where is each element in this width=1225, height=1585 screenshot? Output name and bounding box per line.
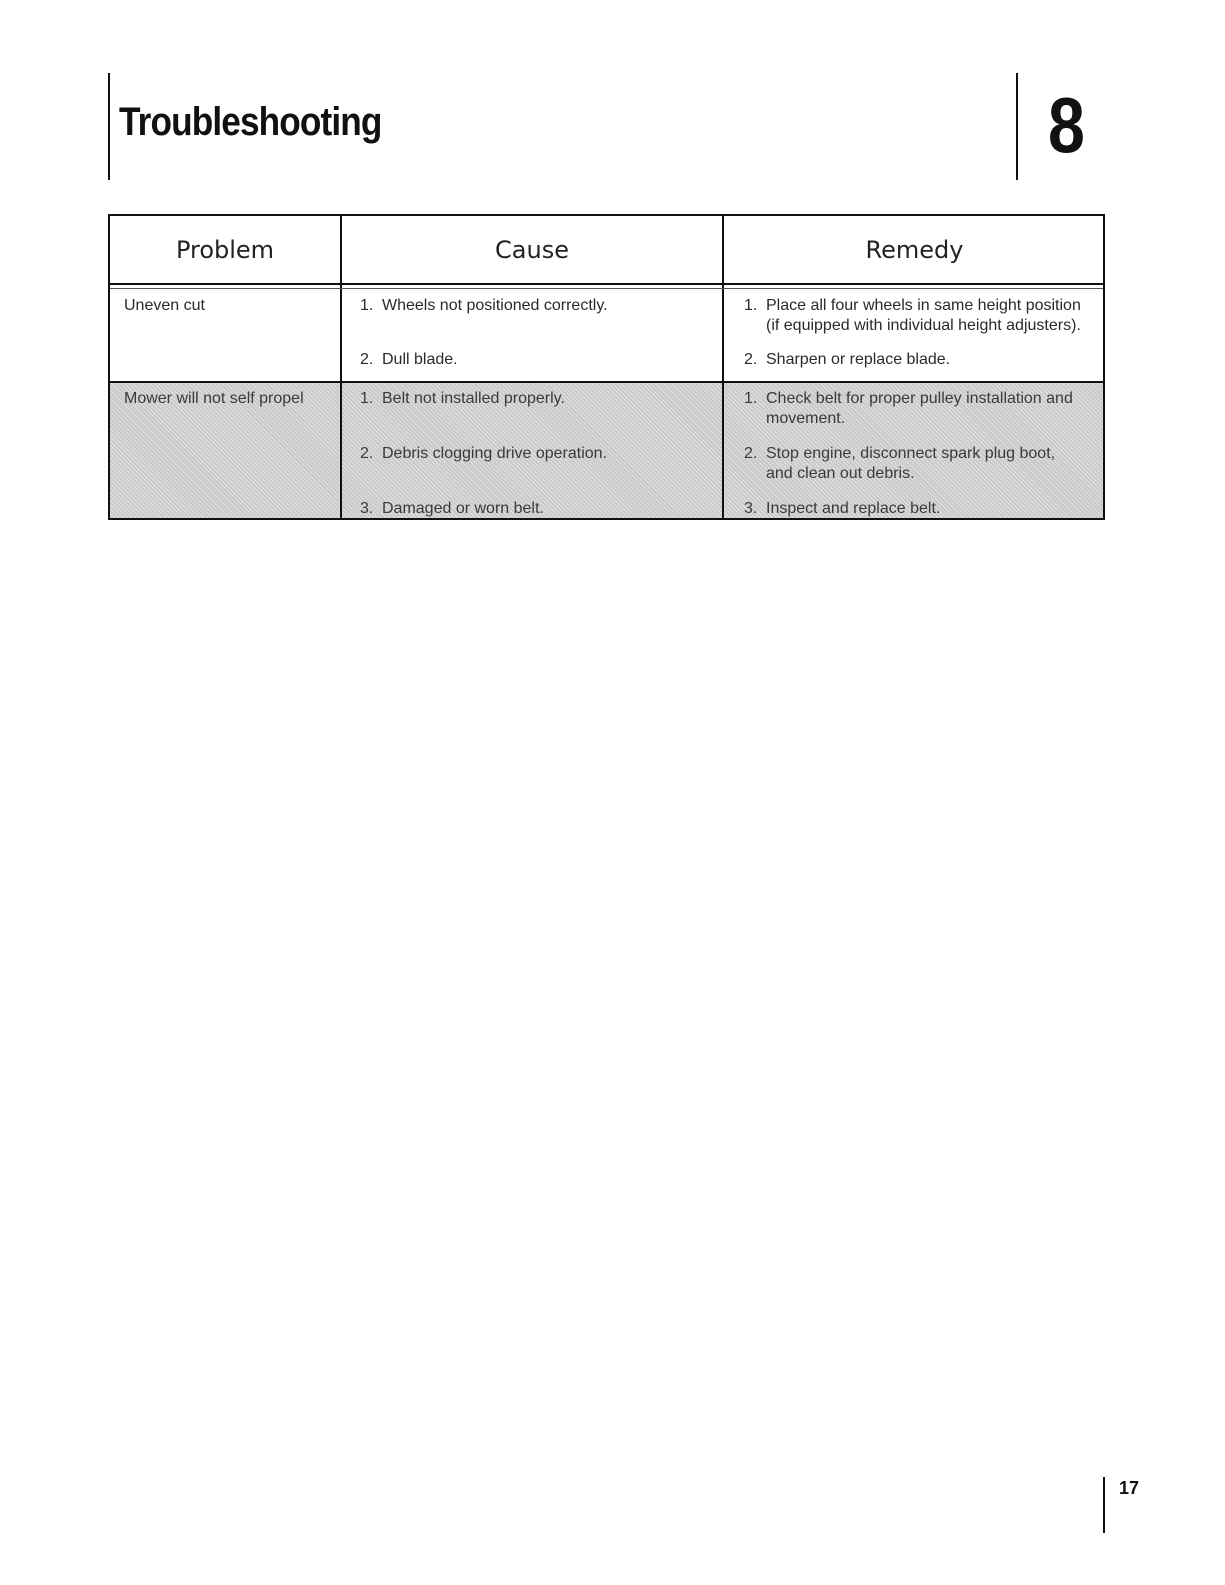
item-text: Wheels not positioned correctly. — [382, 297, 608, 314]
chapter-rule — [1016, 73, 1018, 180]
item-line: Stop engine, disconnect spark plug boot, — [766, 445, 1056, 462]
page-number: 17 — [1119, 1478, 1140, 1498]
item-number: 2. — [744, 351, 758, 368]
column-header-problem: Problem — [175, 235, 275, 264]
item-number: 2. — [360, 445, 374, 462]
column-divider — [340, 216, 342, 518]
item-line: (if equipped with individual height adjusters). — [766, 317, 1081, 334]
column-header-remedy: Remedy — [865, 235, 964, 264]
item-line: Place all four wheels in same height position — [766, 297, 1081, 314]
header-divider-secondary — [110, 288, 1103, 289]
page-number-rule — [1103, 1477, 1105, 1533]
item-number: 2. — [744, 445, 758, 462]
troubleshooting-table — [108, 214, 1105, 520]
column-header-cause: Cause — [495, 235, 569, 264]
header-divider — [110, 283, 1103, 285]
item-number: 1. — [744, 390, 758, 407]
item-text: Dull blade. — [382, 351, 458, 368]
row-divider — [110, 381, 1103, 383]
title-rule — [108, 73, 110, 180]
item-number: 1. — [360, 297, 374, 314]
item-text: Debris clogging drive operation. — [382, 445, 608, 462]
item-text: Damaged or worn belt. — [382, 500, 544, 517]
item-number: 2. — [360, 351, 374, 368]
item-text — [766, 296, 1081, 336]
item-text: Belt not installed properly. — [382, 390, 565, 407]
item-text — [766, 389, 1073, 429]
chapter-number: 8 — [1048, 81, 1085, 169]
item-number: 3. — [744, 500, 758, 517]
item-number: 1. — [360, 390, 374, 407]
item-line: and clean out debris. — [766, 465, 915, 482]
item-text: Sharpen or replace blade. — [766, 351, 951, 368]
column-divider — [722, 216, 724, 518]
item-text: Inspect and replace belt. — [766, 500, 941, 517]
problem-cell: Uneven cut — [124, 297, 205, 314]
item-line: Check belt for proper pulley installation and — [766, 390, 1073, 407]
page-title: Troubleshooting — [119, 100, 382, 144]
item-text — [766, 444, 1055, 484]
problem-cell: Mower will not self propel — [124, 390, 304, 407]
item-line: movement. — [766, 410, 846, 427]
item-number: 3. — [360, 500, 374, 517]
item-number: 1. — [744, 297, 758, 314]
